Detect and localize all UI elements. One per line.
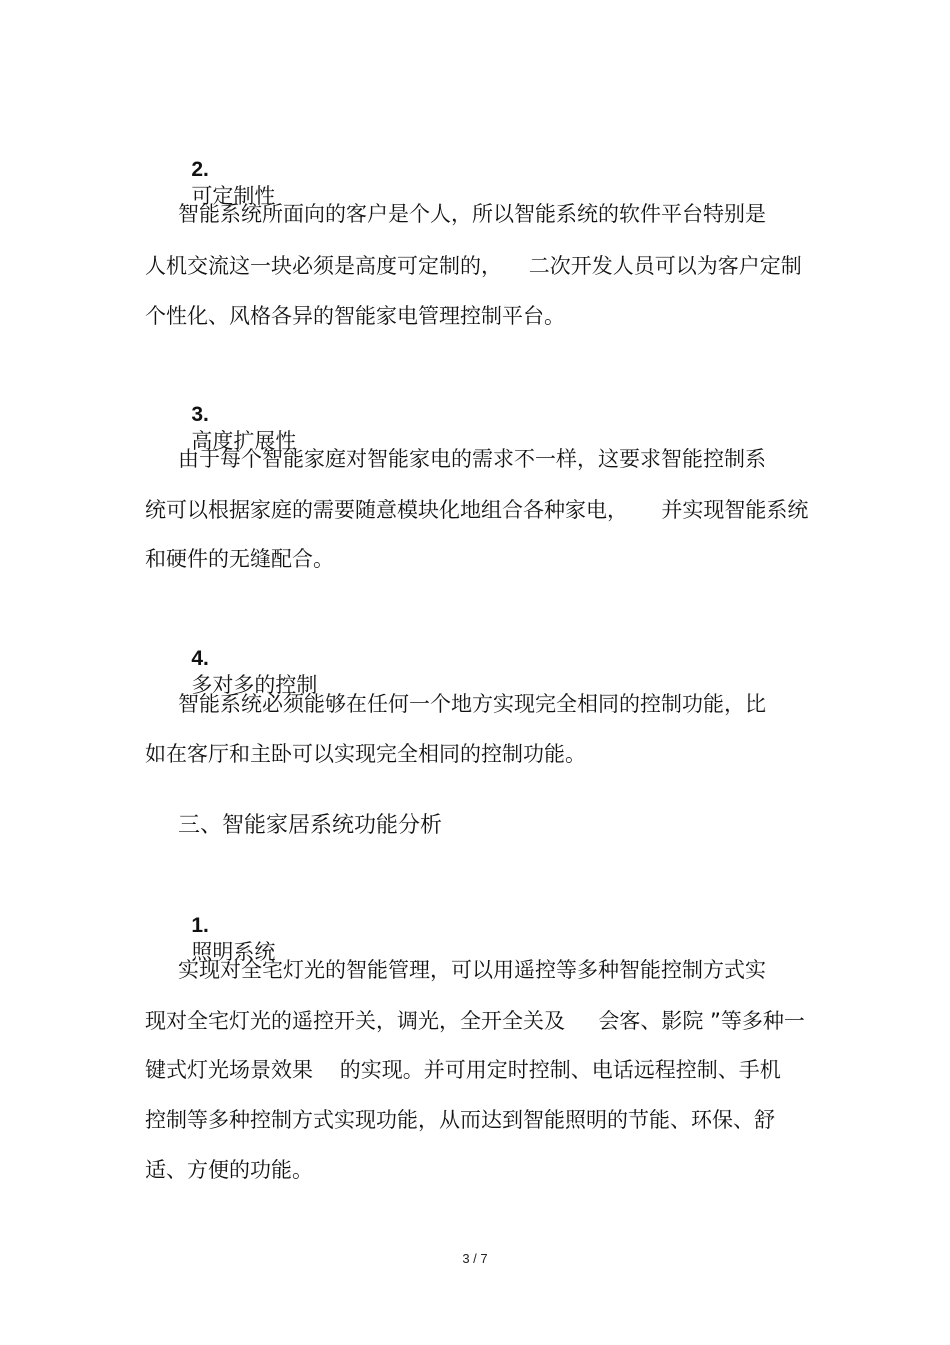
paragraph-line: 适、方便的功能。 [145, 1158, 313, 1182]
paragraph-line: 人机交流这一块必须是高度可定制的， 二次开发人员可以为客户定制 [145, 254, 802, 278]
page-number: 3 / 7 [462, 1251, 488, 1266]
heading-number: 2. [191, 158, 209, 181]
paragraph-line: 键式灯光场景效果 的实现。并可用定时控制、电话远程控制、手机 [145, 1058, 781, 1082]
paragraph-line: 智能系统必须能够在任何一个地方实现完全相同的控制功能，比 [178, 692, 766, 716]
heading-number: 3. [191, 403, 209, 426]
paragraph-line: 智能系统所面向的客户是个人，所以智能系统的软件平台特别是 [178, 202, 766, 226]
heading-text: 可定制性 [191, 184, 276, 208]
heading-lighting [178, 886, 275, 965]
heading-number: 1. [191, 914, 209, 937]
paragraph-line: 统可以根据家庭的需要随意模块化地组合各种家电， 并实现智能系统 [145, 498, 809, 522]
paragraph-line: 如在客厅和主卧可以实现完全相同的控制功能。 [145, 742, 586, 766]
heading-text: 高度扩展性 [191, 429, 297, 453]
heading-text: 多对多的控制 [191, 673, 318, 697]
paragraph-line: 控制等多种控制方式实现功能，从而达到智能照明的节能、环保、舒 [145, 1108, 775, 1132]
paragraph-line: 和硬件的无缝配合。 [145, 547, 334, 571]
section-title: 三、智能家居系统功能分析 [178, 813, 443, 838]
paragraph-line: 由于每个智能家庭对智能家电的需求不一样，这要求智能控制系 [178, 447, 766, 471]
heading-extensible [178, 375, 296, 454]
heading-text: 照明系统 [191, 940, 276, 964]
heading-customizable [178, 130, 275, 209]
heading-number: 4. [191, 647, 209, 670]
paragraph-line: 个性化、风格各异的智能家电管理控制平台。 [145, 304, 565, 328]
paragraph-line: 现对全宅灯光的遥控开关，调光，全开全关及 会客、影院 ”等多种一 [145, 1009, 805, 1033]
paragraph-line: 实现对全宅灯光的智能管理，可以用遥控等多种智能控制方式实 [178, 958, 766, 982]
heading-many-to-many [178, 619, 317, 698]
